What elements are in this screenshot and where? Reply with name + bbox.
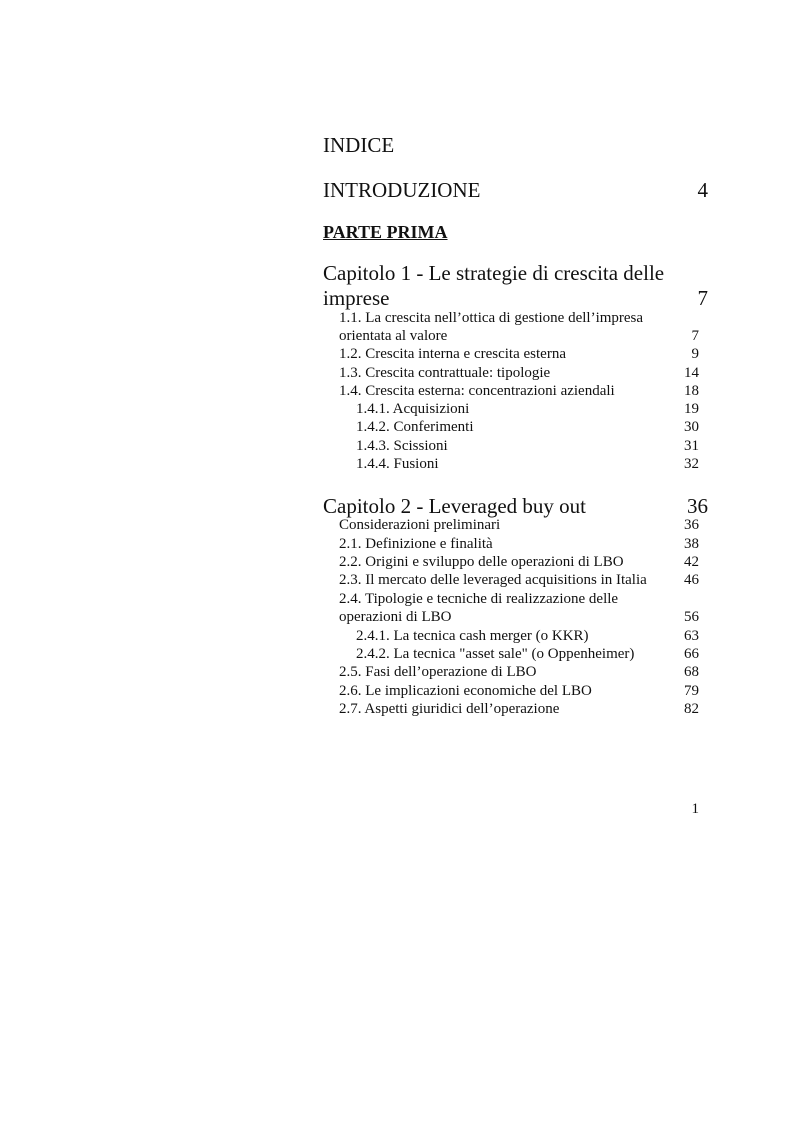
toc-entry-page: 30 <box>684 419 699 435</box>
toc-entry-page: 18 <box>684 383 699 399</box>
toc-entry-page: 82 <box>684 701 699 717</box>
toc-subentry-text: 1.4.3. Scissioni <box>356 438 448 454</box>
toc-entry-page: 56 <box>684 609 699 625</box>
toc-entry-page: 32 <box>684 456 699 472</box>
toc-entry-text: 2.5. Fasi dell’operazione di LBO <box>339 664 537 680</box>
toc-entry-text: Considerazioni preliminari <box>339 517 501 533</box>
toc-entry-page: 46 <box>684 572 699 588</box>
toc-entry-text: 1.2. Crescita interna e crescita esterna <box>339 346 566 362</box>
toc-entry-page: 66 <box>684 646 699 662</box>
toc-entry-page: 7 <box>691 328 699 344</box>
toc-entry-text: 1.3. Crescita contrattuale: tipologie <box>339 365 551 381</box>
toc-entry-text: 2.2. Origini e sviluppo delle operazioni di LBO <box>339 554 624 570</box>
toc-subentry-text: 1.4.2. Conferimenti <box>356 419 474 435</box>
chapter2-page: 36 <box>687 494 708 518</box>
toc-entry-text: 1.1. La crescita nell’ottica di gestione dell’impresa <box>339 310 644 326</box>
toc-entry-page: 38 <box>684 536 699 552</box>
toc-entry-page: 79 <box>684 683 699 699</box>
toc-entry-page: 63 <box>684 628 699 644</box>
toc-entry-text: 2.6. Le implicazioni economiche del LBO <box>339 683 592 699</box>
toc-subentry-text: 1.4.1. Acquisizioni <box>356 401 470 417</box>
toc-entry-text: 2.7. Aspetti giuridici dell’operazione <box>339 701 560 717</box>
toc-entry-text: orientata al valore <box>339 328 448 344</box>
toc-entry-text: 2.3. Il mercato delle leveraged acquisitions in Italia <box>339 572 647 588</box>
toc-entry-text: 2.4. Tipologie e tecniche di realizzazione delle <box>339 591 619 607</box>
toc-subentry-text: 1.4.4. Fusioni <box>356 456 439 472</box>
toc-entry-page: 14 <box>684 365 699 381</box>
toc-entry-text: 1.4. Crescita esterna: concentrazioni aziendali <box>339 383 615 399</box>
toc-intro-page: 4 <box>697 178 708 202</box>
chapter2-title: Capitolo 2 - Leveraged buy out <box>323 494 587 518</box>
toc-entry-text: operazioni di LBO <box>339 609 452 625</box>
toc-entry-page: 31 <box>684 438 699 454</box>
toc-entry-page: 9 <box>691 346 699 362</box>
toc-subentry-text: 2.4.1. La tecnica cash merger (o KKR) <box>356 628 589 644</box>
toc-entry-page: 19 <box>684 401 699 417</box>
toc-subentry-text: 2.4.2. La tecnica "asset sale" (o Oppenheimer) <box>356 646 635 662</box>
chapter1-title-line1: Capitolo 1 - Le strategie di crescita delle <box>323 261 665 285</box>
chapter1-page: 7 <box>697 286 708 310</box>
toc-entry-text: 2.1. Definizione e finalità <box>339 536 493 552</box>
toc-entry-page: 42 <box>684 554 699 570</box>
part-heading: PARTE PRIMA <box>323 222 448 242</box>
toc-entry-page: 68 <box>684 664 699 680</box>
toc-intro-label: INTRODUZIONE <box>323 178 481 202</box>
index-title: INDICE <box>323 133 395 157</box>
chapter1-title-line2: imprese <box>323 286 390 310</box>
page-number: 1 <box>691 801 699 817</box>
toc-entry-page: 36 <box>684 517 699 533</box>
